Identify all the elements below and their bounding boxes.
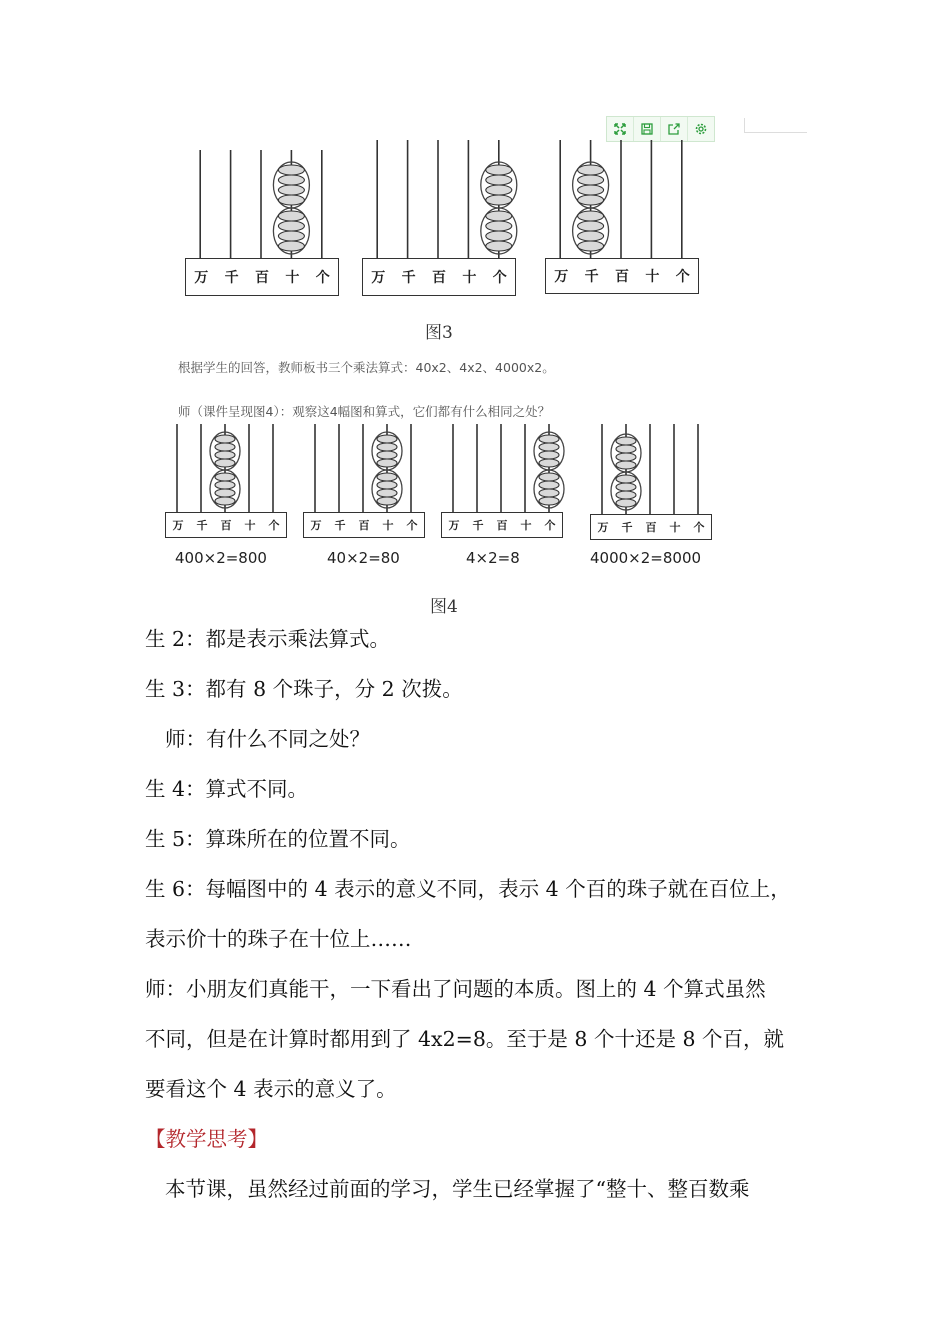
abacus-rods — [545, 140, 705, 258]
abacus-bead — [616, 483, 636, 491]
place-label: 个 — [492, 270, 507, 286]
place-label: 千 — [196, 519, 208, 532]
figure-4-equation-1: 400×2=800 — [175, 549, 267, 567]
abacus-rods — [590, 424, 715, 514]
place-label: 千 — [224, 270, 239, 286]
place-label: 千 — [334, 519, 346, 532]
abacus-bead — [616, 499, 636, 507]
place-label: 个 — [268, 519, 280, 532]
share-button[interactable] — [661, 117, 688, 141]
place-label: 个 — [544, 519, 556, 532]
place-value-labels — [545, 258, 699, 294]
abacus-bead — [578, 231, 604, 241]
place-label: 百 — [254, 270, 269, 286]
abacus-bead — [377, 497, 397, 505]
abacus-bead — [278, 165, 304, 175]
abacus-bead — [377, 435, 397, 443]
share-icon — [667, 122, 681, 136]
figure-3-caption: 图3 — [425, 323, 453, 343]
abacus-bead — [578, 185, 604, 195]
image-toolbar — [606, 116, 715, 142]
place-label: 百 — [645, 521, 657, 534]
figure-4-caption: 图4 — [430, 597, 458, 617]
abacus-rods — [362, 140, 522, 258]
place-label: 百 — [431, 270, 446, 286]
abacus-bead — [278, 241, 304, 251]
abacus-bead — [486, 165, 512, 175]
figure-4-equation-2: 40×2=80 — [327, 549, 400, 567]
figure-4-equation-4: 4000×2=8000 — [590, 549, 702, 567]
abacus-bead — [278, 211, 304, 221]
place-label: 万 — [310, 519, 322, 532]
abacus-bead — [578, 195, 604, 205]
abacus-bead — [539, 481, 559, 489]
section-title: 【教学思考】 — [145, 1127, 268, 1151]
abacus-bead — [539, 497, 559, 505]
place-label: 个 — [406, 519, 418, 532]
abacus-bead — [578, 175, 604, 185]
gear-icon — [694, 122, 708, 136]
abacus-bead — [278, 185, 304, 195]
abacus-rods — [165, 424, 290, 512]
place-label: 万 — [172, 519, 184, 532]
place-value-labels — [185, 258, 339, 296]
abacus-bead — [215, 489, 235, 497]
abacus-bead — [215, 451, 235, 459]
figure-4-abacus-2 — [303, 424, 428, 544]
abacus-bead — [278, 175, 304, 185]
place-label: 百 — [220, 519, 232, 532]
figure-4-abacus-1 — [165, 424, 290, 544]
paragraph-10: 要看这个 4 表示的意义了。 — [145, 1077, 397, 1101]
place-label: 万 — [597, 521, 609, 534]
abacus-bead — [377, 489, 397, 497]
place-label: 十 — [382, 519, 394, 532]
abacus-bead — [215, 435, 235, 443]
place-label: 十 — [244, 519, 256, 532]
place-label: 千 — [472, 519, 484, 532]
place-label: 千 — [584, 269, 599, 285]
paragraph-5: 生 5：算珠所在的位置不同。 — [145, 827, 411, 851]
abacus-bead — [278, 195, 304, 205]
figure-3-abacus-1 — [185, 150, 345, 300]
settings-button[interactable] — [688, 117, 714, 141]
place-label: 万 — [448, 519, 460, 532]
abacus-bead — [215, 497, 235, 505]
abacus-bead — [539, 451, 559, 459]
abacus-bead — [377, 481, 397, 489]
last-paragraph: 本节课，虽然经过前面的学习，学生已经掌握了“整十、整百数乘 — [165, 1177, 750, 1201]
paragraph-9: 不同，但是在计算时都用到了 4x2=8。至于是 8 个十还是 8 个百，就 — [145, 1027, 785, 1051]
place-value-labels — [441, 512, 563, 538]
figure-3-abacus-2 — [362, 140, 522, 300]
paragraph-7: 表示价十的珠子在十位上…… — [145, 927, 412, 951]
abacus-bead — [539, 459, 559, 467]
abacus-bead — [486, 211, 512, 221]
save-icon — [640, 122, 654, 136]
abacus-bead — [539, 489, 559, 497]
place-label: 十 — [669, 521, 681, 534]
figure-3-abacus-3 — [545, 140, 705, 300]
abacus-bead — [278, 221, 304, 231]
abacus-bead — [486, 195, 512, 205]
save-button[interactable] — [634, 117, 661, 141]
abacus-bead — [215, 473, 235, 481]
abacus-bead — [377, 459, 397, 467]
expand-button[interactable] — [607, 117, 634, 141]
place-label: 十 — [520, 519, 532, 532]
abacus-bead — [215, 443, 235, 451]
abacus-bead — [278, 231, 304, 241]
abacus-bead — [578, 211, 604, 221]
abacus-bead — [616, 437, 636, 445]
abacus-bead — [215, 481, 235, 489]
abacus-bead — [377, 443, 397, 451]
place-label: 万 — [554, 269, 569, 285]
abacus-bead — [578, 165, 604, 175]
place-value-labels — [303, 512, 425, 538]
place-label: 百 — [614, 269, 629, 285]
place-label: 十 — [285, 270, 300, 286]
figure-4-abacus-3 — [441, 424, 566, 544]
abacus-bead — [616, 453, 636, 461]
abacus-bead — [486, 185, 512, 195]
abacus-bead — [486, 221, 512, 231]
teacher-note-1: 根据学生的回答，教师板书三个乘法算式：40x2、4x2、4000x2。 — [178, 360, 555, 375]
place-value-labels — [165, 512, 287, 538]
paragraph-8: 师：小朋友们真能干，一下看出了问题的本质。图上的 4 个算式虽然 — [145, 977, 766, 1001]
place-label: 十 — [645, 269, 660, 285]
place-label: 千 — [401, 270, 416, 286]
expand-icon — [613, 122, 627, 136]
abacus-bead — [215, 459, 235, 467]
place-label: 万 — [194, 270, 209, 286]
place-label: 个 — [315, 270, 330, 286]
place-value-labels — [362, 258, 516, 296]
place-label: 十 — [462, 270, 477, 286]
place-label: 个 — [693, 521, 705, 534]
abacus-bead — [616, 461, 636, 469]
abacus-rods — [303, 424, 428, 512]
paragraph-3: 师：有什么不同之处？ — [165, 727, 370, 751]
abacus-bead — [377, 473, 397, 481]
abacus-bead — [377, 451, 397, 459]
figure-4-abacus-4 — [590, 424, 715, 544]
place-label: 万 — [371, 270, 386, 286]
abacus-bead — [539, 473, 559, 481]
abacus-rods — [185, 150, 345, 258]
abacus-bead — [616, 475, 636, 483]
paragraph-6: 生 6：每幅图中的 4 表示的意义不同，表示 4 个百的珠子就在百位上， — [145, 877, 791, 901]
abacus-bead — [486, 241, 512, 251]
abacus-bead — [616, 445, 636, 453]
abacus-bead — [486, 231, 512, 241]
abacus-bead — [578, 241, 604, 251]
abacus-bead — [578, 221, 604, 231]
place-label: 千 — [621, 521, 633, 534]
abacus-bead — [616, 491, 636, 499]
abacus-bead — [539, 443, 559, 451]
paragraph-1: 生 2：都是表示乘法算式。 — [145, 627, 391, 651]
toolbar-divider — [744, 118, 807, 133]
paragraph-2: 生 3：都有 8 个珠子，分 2 次拨。 — [145, 677, 463, 701]
place-label: 百 — [358, 519, 370, 532]
paragraph-4: 生 4：算式不同。 — [145, 777, 309, 801]
abacus-rods — [441, 424, 566, 512]
figure-4-equation-3: 4×2=8 — [466, 549, 520, 567]
place-label: 百 — [496, 519, 508, 532]
abacus-bead — [539, 435, 559, 443]
teacher-note-2: 师（课件呈现图4）：观察这4幅图和算式，它们都有什么相同之处？ — [178, 404, 551, 419]
place-label: 个 — [675, 269, 690, 285]
place-value-labels — [590, 514, 712, 540]
abacus-bead — [486, 175, 512, 185]
